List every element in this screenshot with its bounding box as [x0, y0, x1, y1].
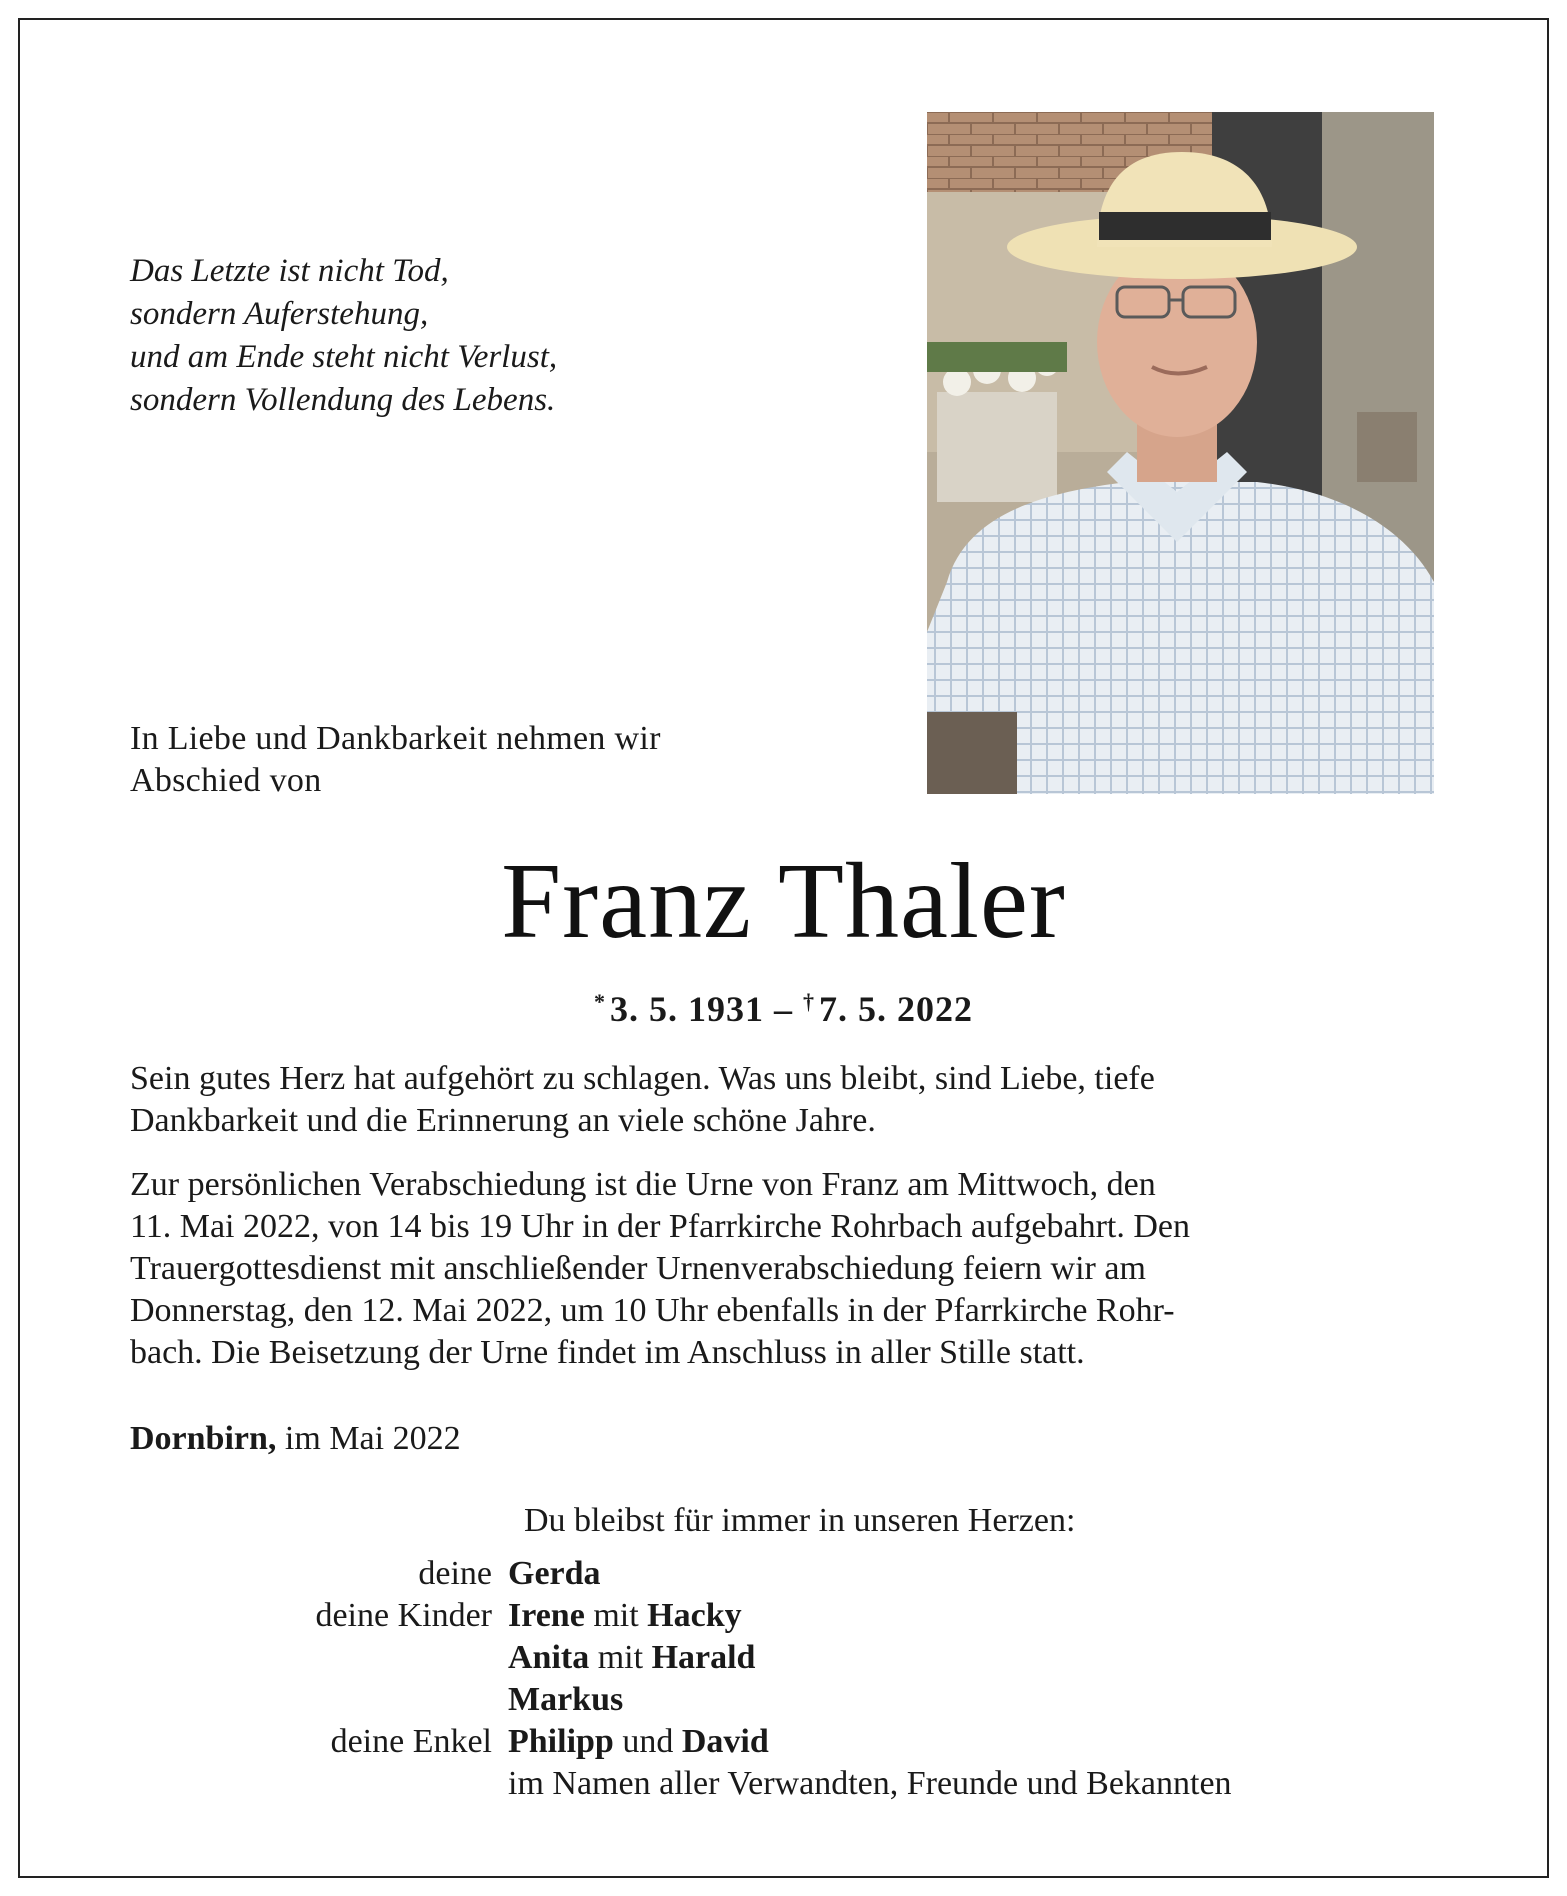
- life-dates: [0, 980, 1567, 1031]
- deceased-name: Franz Thaler: [501, 842, 1066, 961]
- family-name: Harald: [651, 1639, 756, 1676]
- intro-text: [130, 718, 850, 802]
- death-date: 7. 5. 2022: [819, 989, 973, 1029]
- quote-block: [130, 250, 780, 422]
- intro-line: Abschied von: [130, 762, 322, 799]
- paragraph-tribute: [130, 1058, 1437, 1142]
- family-name: Anita: [508, 1639, 590, 1676]
- family-list: [130, 1553, 1450, 1805]
- family-row-wife: [130, 1553, 1450, 1595]
- paragraph-line: Dankbarkeit und die Erinnerung an viele schöne Jahre.: [130, 1102, 876, 1139]
- family-label: deine: [418, 1555, 492, 1592]
- family-name: Gerda: [508, 1555, 601, 1592]
- family-others: im Namen aller Verwandten, Freunde und Bekannten: [508, 1765, 1232, 1802]
- date-separator: –: [764, 989, 803, 1029]
- family-row-children: [130, 1595, 1450, 1637]
- quote-line: Das Letzte ist nicht Tod,: [130, 253, 449, 289]
- family-row-children: [130, 1637, 1450, 1679]
- family-name: David: [681, 1723, 769, 1760]
- family-connector: mit: [584, 1597, 648, 1634]
- portrait-photo: [927, 112, 1434, 794]
- intro-line: In Liebe und Dankbarkeit nehmen wir: [130, 720, 661, 757]
- birth-symbol: *: [594, 989, 606, 1014]
- paragraph-line: Trauergottesdienst mit anschließender Urnenverabschiedung feiern wir am: [130, 1250, 1146, 1287]
- paragraph-line: 11. Mai 2022, von 14 bis 19 Uhr in der Pfarrkirche Rohrbach aufgebahrt. Den: [130, 1208, 1191, 1245]
- paragraph-line: Zur persönlichen Verabschiedung ist die Urne von Franz am Mittwoch, den: [130, 1166, 1156, 1203]
- quote-line: und am Ende steht nicht Verlust,: [130, 339, 558, 375]
- family-name: Hacky: [647, 1597, 742, 1634]
- family-connector: und: [613, 1723, 682, 1760]
- family-name: Markus: [508, 1681, 624, 1718]
- death-symbol: †: [803, 989, 815, 1014]
- quote-line: sondern Vollendung des Lebens.: [130, 382, 556, 418]
- family-name: Irene: [508, 1597, 585, 1634]
- place-city: Dornbirn,: [130, 1420, 277, 1457]
- paragraph-line: Donnerstag, den 12. Mai 2022, um 10 Uhr ebenfalls in der Pfarrkirche Rohr-: [130, 1292, 1175, 1329]
- birth-date: 3. 5. 1931: [610, 989, 764, 1029]
- closing-line: Du bleibst für immer in unseren Herzen:: [524, 1502, 1076, 1539]
- family-label: deine Enkel: [330, 1723, 492, 1760]
- quote-line: sondern Auferstehung,: [130, 296, 429, 332]
- family-row-children: [130, 1679, 1450, 1721]
- family-label: deine Kinder: [315, 1597, 492, 1634]
- place-month: im Mai 2022: [276, 1420, 461, 1457]
- family-connector: mit: [589, 1639, 652, 1676]
- paragraph-line: bach. Die Beisetzung der Urne findet im Anschluss in aller Stille statt.: [130, 1334, 1085, 1371]
- family-row-others: [130, 1763, 1450, 1805]
- paragraph-line: Sein gutes Herz hat aufgehört zu schlagen. Was uns bleibt, sind Liebe, tiefe: [130, 1060, 1155, 1097]
- family-row-grandchildren: [130, 1721, 1450, 1763]
- portrait-photo-icon: [927, 112, 1434, 794]
- paragraph-funeral-details: [130, 1164, 1437, 1374]
- family-name: Philipp: [508, 1723, 614, 1760]
- place-date: [130, 1418, 461, 1460]
